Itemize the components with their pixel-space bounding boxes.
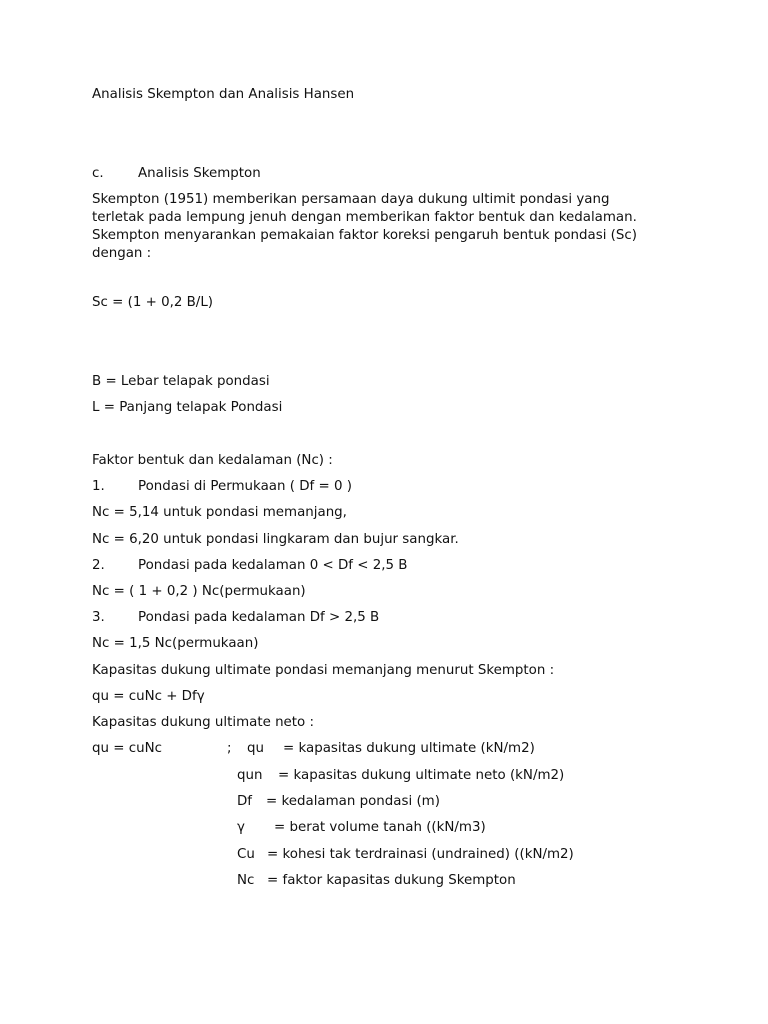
- list-item: [92, 478, 352, 496]
- qu-formula: qu = cuNc + Dfγ: [92, 689, 205, 704]
- kapasitas-heading: Kapasitas dukung ultimate pondasi memanjang menurut Skempton :: [92, 663, 555, 678]
- section-number: c.: [92, 166, 104, 181]
- factor-heading: Faktor bentuk dan kedalaman (Nc) :: [92, 453, 333, 468]
- definition-text: = kedalaman pondasi (m): [266, 794, 440, 809]
- definition-text: = kapasitas dukung ultimate (kN/m2): [283, 741, 535, 756]
- list-number: 3.: [92, 610, 105, 625]
- list-number: 1.: [92, 479, 105, 494]
- definition-symbol: Cu: [237, 847, 255, 862]
- definition-text: = kohesi tak terdrainasi (undrained) ((kN/m2): [267, 847, 574, 862]
- definition-text: = berat volume tanah ((kN/m3): [274, 820, 486, 835]
- definition-symbol: qu: [247, 741, 264, 756]
- definition-row: [237, 819, 486, 837]
- sc-formula: Sc = (1 + 0,2 B/L): [92, 295, 214, 310]
- section-heading-text: Analisis Skempton: [138, 166, 261, 181]
- intro-line: Skempton menyarankan pemakaian faktor koreksi pengaruh bentuk pondasi (Sc): [92, 228, 637, 243]
- list-text: Pondasi pada kedalaman 0 < Df < 2,5 B: [138, 558, 408, 573]
- l-definition: L = Panjang telapak Pondasi: [92, 400, 283, 415]
- definition-symbol: γ: [237, 820, 245, 835]
- document-title: Analisis Skempton dan Analisis Hansen: [92, 87, 355, 102]
- definition-text: = faktor kapasitas dukung Skempton: [267, 873, 516, 888]
- definition-symbol: Nc: [237, 873, 255, 888]
- definition-symbol: Df: [237, 794, 253, 809]
- nc-lingkaran: Nc = 6,20 untuk pondasi lingkaram dan bujur sangkar.: [92, 532, 459, 547]
- definition-text: = kapasitas dukung ultimate neto (kN/m2): [278, 768, 565, 783]
- nc-memanjang: Nc = 5,14 untuk pondasi memanjang,: [92, 505, 347, 520]
- qu-neto-row: [92, 740, 535, 758]
- list-text: Pondasi pada kedalaman Df > 2,5 B: [138, 610, 380, 625]
- intro-line: terletak pada lempung jenuh dengan memberikan faktor bentuk dan kedalaman.: [92, 210, 637, 225]
- list-number: 2.: [92, 558, 105, 573]
- nc-item2-formula: Nc = ( 1 + 0,2 ) Nc(permukaan): [92, 584, 306, 599]
- list-text: Pondasi di Permukaan ( Df = 0 ): [138, 479, 352, 494]
- nc-item3-formula: Nc = 1,5 Nc(permukaan): [92, 636, 259, 651]
- list-item: [92, 609, 379, 627]
- intro-paragraph: [92, 191, 682, 263]
- definition-row: [237, 767, 564, 785]
- neto-heading: Kapasitas dukung ultimate neto :: [92, 715, 315, 730]
- definition-symbol: qun: [237, 768, 263, 783]
- definition-row: [237, 872, 516, 890]
- intro-line: Skempton (1951) memberikan persamaan daya dukung ultimit pondasi yang: [92, 192, 610, 207]
- definition-row: [237, 846, 574, 864]
- definition-row: [237, 793, 440, 811]
- qu-neto-formula: qu = cuNc: [92, 741, 162, 756]
- intro-line: dengan :: [92, 246, 152, 261]
- semicolon-separator: ;: [227, 741, 232, 756]
- b-definition: B = Lebar telapak pondasi: [92, 374, 270, 389]
- section-heading: [92, 165, 261, 183]
- list-item: [92, 557, 408, 575]
